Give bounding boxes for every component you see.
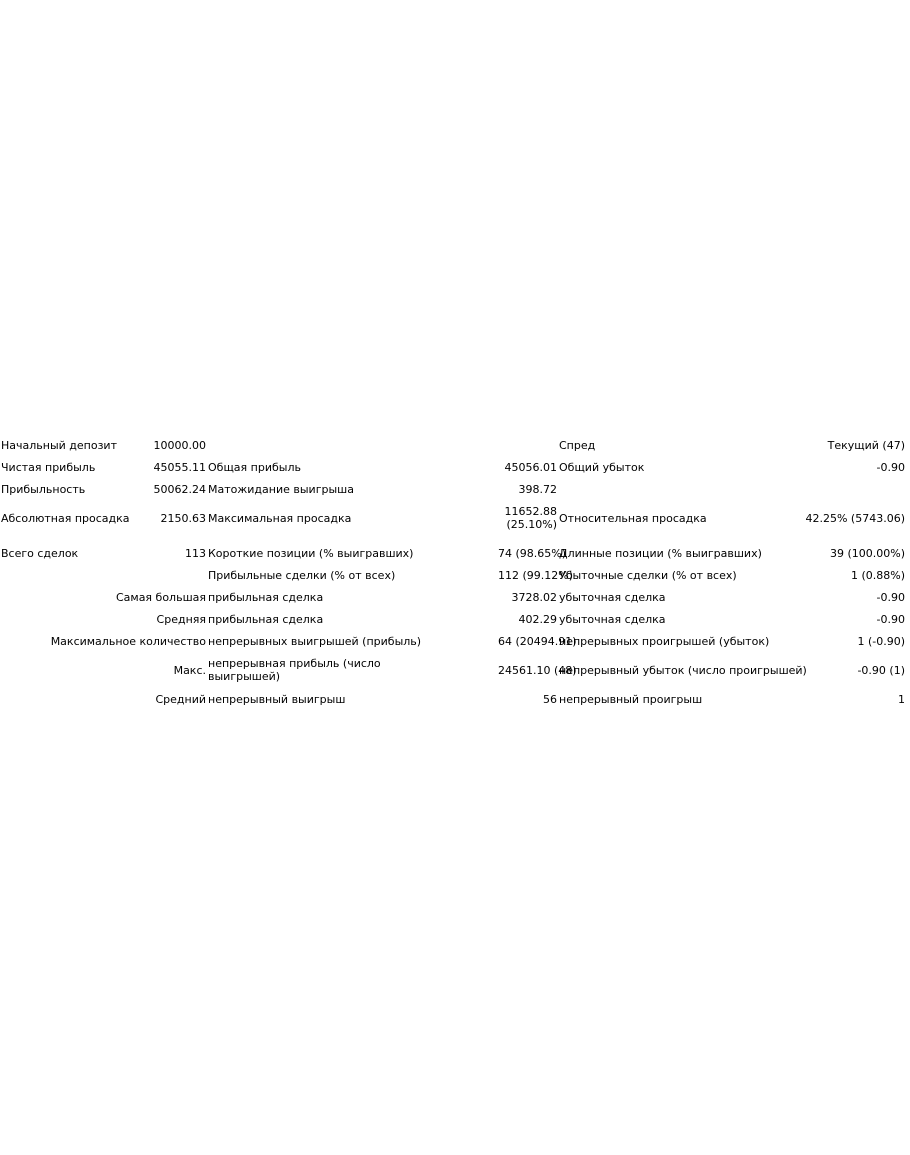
row-largest	[0, 586, 906, 608]
label-consecutive-loss: непрерывный убыток (число проигрышей)	[559, 663, 807, 677]
value-consecutive-loss: -0.90 (1)	[857, 663, 905, 677]
label-largest-profit-trade: прибыльная сделка	[208, 590, 324, 604]
label-consecutive-profit	[207, 652, 497, 688]
row-max-consecutive-profit	[0, 652, 906, 688]
row-average	[0, 608, 906, 630]
label-initial-deposit: Начальный депозит	[1, 438, 117, 452]
value-gross-profit: 45056.01	[504, 460, 557, 474]
label-gross-loss: Общий убыток	[559, 460, 645, 474]
value-average-profit-trade: 402.29	[518, 612, 557, 626]
value-long-positions: 39 (100.00%)	[829, 546, 905, 560]
strategy-report-table	[0, 434, 906, 710]
row-average-consecutive	[0, 688, 906, 710]
label-total-trades: Всего сделок	[1, 546, 79, 560]
label-maximal-drawdown: Максимальная просадка	[208, 511, 352, 525]
label-absolute-drawdown: Абсолютная просадка	[1, 511, 130, 525]
row-total-trades	[0, 542, 906, 564]
value-total-trades: 113	[185, 546, 206, 560]
label-consecutive-profit-text: непрерывная прибыль (число выигрышей)	[208, 657, 381, 683]
label-average-loss-trade: убыточная сделка	[559, 612, 666, 626]
empty-cell	[558, 478, 796, 500]
label-spread: Спред	[559, 438, 596, 452]
label-profitability: Прибыльность	[1, 482, 86, 496]
label-max: Макс.	[173, 663, 206, 677]
value-largest-loss-trade: -0.90	[876, 590, 905, 604]
label-largest: Самая большая	[115, 590, 206, 604]
label-average-consecutive-wins: непрерывный выигрыш	[208, 692, 346, 706]
label-average-consecutive-losses: непрерывный проигрыш	[559, 692, 703, 706]
value-relative-drawdown: 42.25% (5743.06)	[805, 511, 905, 525]
label-largest-loss-trade: убыточная сделка	[559, 590, 666, 604]
label-loss-trades: Убыточные сделки (% от всех)	[559, 568, 737, 582]
value-profitability: 50062.24	[153, 482, 206, 496]
label-consecutive-losses: непрерывных проигрышей (убыток)	[559, 634, 770, 648]
value-maximal-drawdown-percent: (25.10%)	[506, 518, 557, 531]
value-initial-deposit: 10000.00	[153, 438, 206, 452]
empty-cell	[796, 478, 906, 500]
row-profitability	[0, 478, 906, 500]
value-consecutive-losses: 1 (-0.90)	[857, 634, 905, 648]
empty-cell	[0, 564, 150, 586]
label-net-profit: Чистая прибыль	[1, 460, 96, 474]
row-drawdown	[0, 500, 906, 536]
label-gross-profit: Общая прибыль	[208, 460, 301, 474]
value-maximal-drawdown	[497, 500, 558, 536]
label-relative-drawdown: Относительная просадка	[559, 511, 707, 525]
value-average-loss-trade: -0.90	[876, 612, 905, 626]
label-profit-trades: Прибыльные сделки (% от всех)	[208, 568, 396, 582]
empty-cell	[207, 434, 558, 456]
label-long-positions: Длинные позиции (% выигравших)	[559, 546, 762, 560]
label-maximum-count: Максимальное количество	[50, 634, 206, 648]
label-consecutive-wins: непрерывных выигрышей (прибыль)	[208, 634, 422, 648]
value-consecutive-profit: 24561.10 (48)	[498, 663, 577, 677]
label-expected-payoff: Матожидание выигрыша	[208, 482, 354, 496]
value-average-consecutive-wins: 56	[543, 692, 557, 706]
row-profit-loss-trades	[0, 564, 906, 586]
value-maximal-drawdown-amount: 11652.88	[504, 505, 557, 518]
value-loss-trades: 1 (0.88%)	[850, 568, 905, 582]
value-expected-payoff: 398.72	[518, 482, 557, 496]
value-consecutive-wins: 64 (20494.91)	[498, 634, 577, 648]
label-short-positions: Короткие позиции (% выигравших)	[208, 546, 414, 560]
empty-cell	[150, 564, 207, 586]
label-average: Средняя	[156, 612, 206, 626]
row-initial-deposit	[0, 434, 906, 456]
value-net-profit: 45055.11	[153, 460, 206, 474]
value-profit-trades: 112 (99.12%)	[498, 568, 574, 582]
value-short-positions: 74 (98.65%)	[498, 546, 567, 560]
value-largest-profit-trade: 3728.02	[511, 590, 557, 604]
row-maximum-consecutive	[0, 630, 906, 652]
value-average-consecutive-losses: 1	[898, 692, 905, 706]
label-average-profit-trade: прибыльная сделка	[208, 612, 324, 626]
label-average-consecutive: Средний	[155, 692, 206, 706]
value-spread: Текущий (47)	[827, 438, 905, 452]
row-net-profit	[0, 456, 906, 478]
value-absolute-drawdown: 2150.63	[160, 511, 206, 525]
value-gross-loss: -0.90	[876, 460, 905, 474]
